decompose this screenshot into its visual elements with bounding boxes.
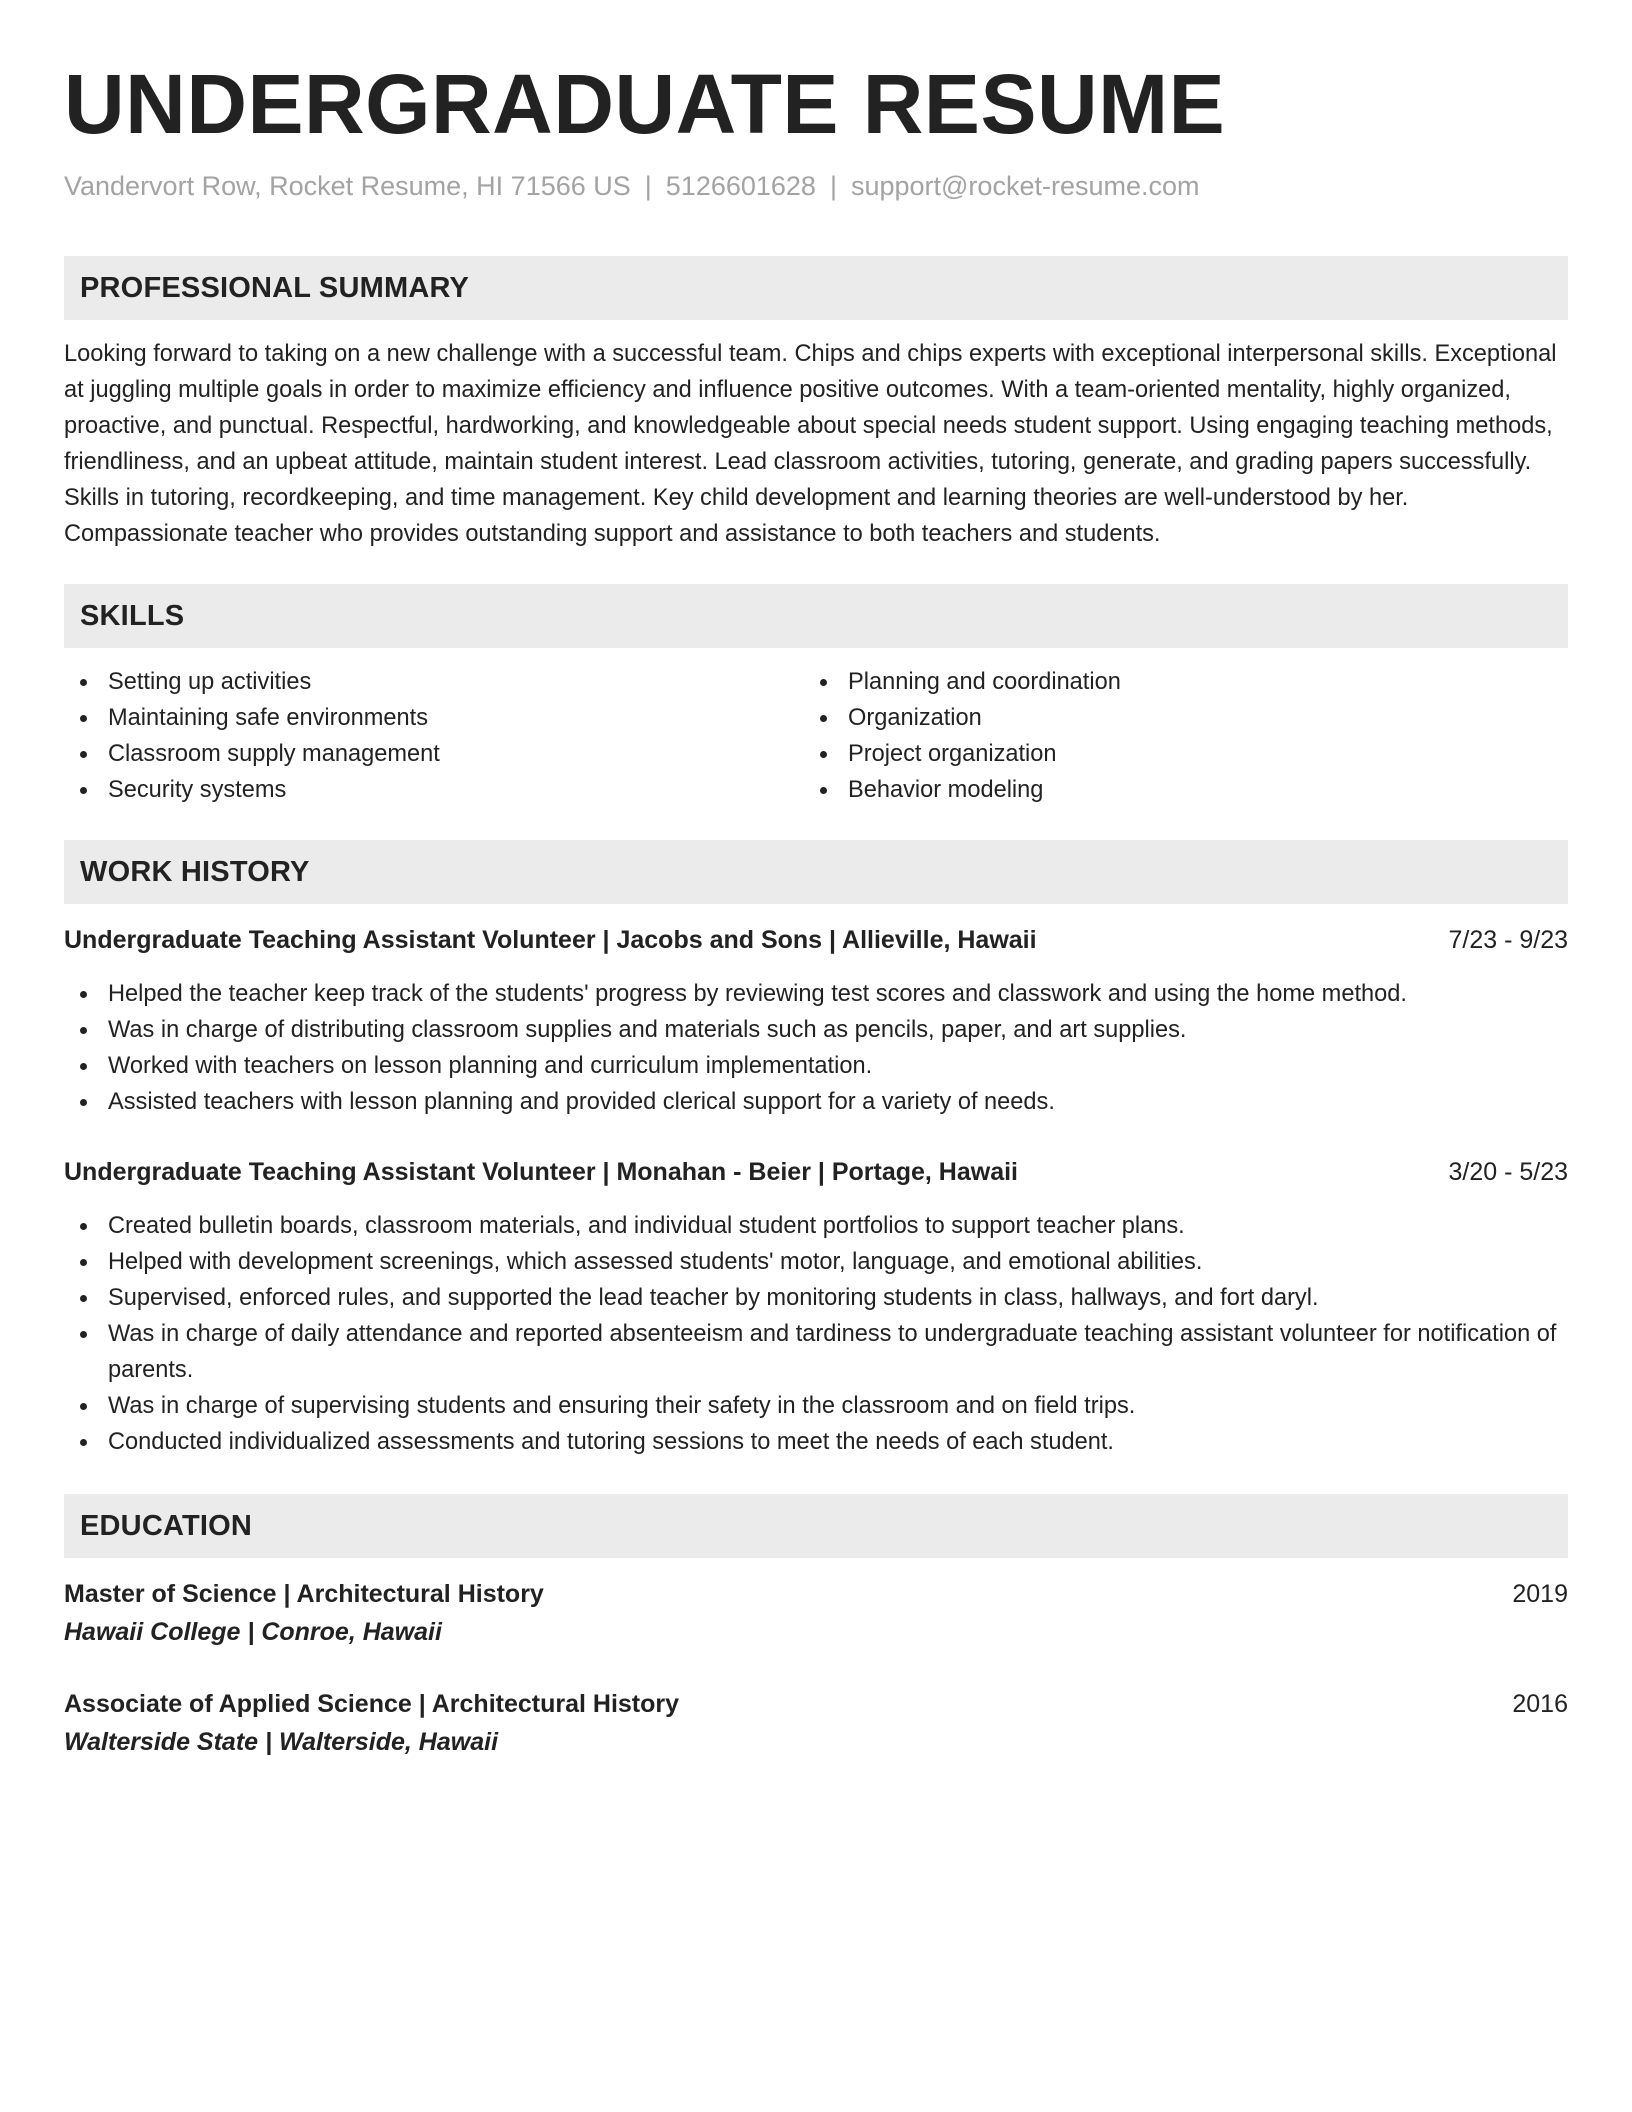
job-bullets: [64, 1208, 1568, 1460]
skills-grid: [64, 664, 1568, 808]
skill-item: Classroom supply management: [64, 736, 804, 772]
skills-heading: SKILLS: [64, 584, 1568, 648]
education-entry: [64, 1686, 1568, 1762]
contact-separator: |: [644, 171, 652, 201]
skill-item: Setting up activities: [64, 664, 804, 700]
skill-item: Maintaining safe environments: [64, 700, 804, 736]
job-bullet: Helped the teacher keep track of the students' progress by reviewing test scores and classwork and using the home method.: [64, 976, 1568, 1012]
skill-item: Planning and coordination: [804, 664, 1544, 700]
job-bullet: Assisted teachers with lesson planning and provided clerical support for a variety of needs.: [64, 1084, 1568, 1120]
contact-email: support@rocket-resume.com: [850, 171, 1200, 201]
contact-line: [64, 168, 1568, 204]
education-header: [64, 1576, 1568, 1612]
skill-item: Organization: [804, 700, 1544, 736]
contact-address: Vandervort Row, Rocket Resume, HI 71566 US: [64, 171, 631, 201]
education-heading: EDUCATION: [64, 1494, 1568, 1558]
job-bullets: [64, 976, 1568, 1120]
education-entry: [64, 1576, 1568, 1652]
work-history-heading: WORK HISTORY: [64, 840, 1568, 904]
job-bullet: Created bulletin boards, classroom materials, and individual student portfolios to support teacher plans.: [64, 1208, 1568, 1244]
education-year: 2019: [1512, 1580, 1568, 1608]
job-entry: [64, 1154, 1568, 1460]
contact-phone: 5126601628: [665, 171, 816, 201]
job-entry: [64, 922, 1568, 1120]
job-bullet: Was in charge of distributing classroom supplies and materials such as pencils, paper, and art supplies.: [64, 1012, 1568, 1048]
skills-column-left: [64, 664, 804, 808]
summary-text: Looking forward to taking on a new challenge with a successful team. Chips and chips experts with exceptional interpersonal skills. Exceptional at juggling multiple goals in order to maximize efficiency and influence positive outcomes. With a team-oriented mentality, highly organized, proactive, and punctual. Respectful, hardworking, and knowledgeable about special needs student support. Using engaging teaching methods, friendliness, and an upbeat attitude, maintain student interest. Lead classroom activities, tutoring, generate, and grading papers successfully. Skills in tutoring, recordkeeping, and time management. Key child development and learning theories are well-understood by her. Compassionate teacher who provides outstanding support and assistance to both teachers and students.: [64, 341, 1557, 547]
education-degree: Master of Science | Architectural History: [64, 1580, 544, 1608]
skill-item: Security systems: [64, 772, 804, 808]
job-header: [64, 1154, 1568, 1190]
job-header: [64, 922, 1568, 958]
job-bullet: Was in charge of daily attendance and reported absenteeism and tardiness to undergraduate teaching assistant volunteer for notification of parents.: [64, 1316, 1568, 1388]
job-title: Undergraduate Teaching Assistant Volunteer | Monahan - Beier | Portage, Hawaii: [64, 1158, 1018, 1186]
skill-item: Project organization: [804, 736, 1544, 772]
job-title: Undergraduate Teaching Assistant Volunteer | Jacobs and Sons | Allieville, Hawaii: [64, 926, 1037, 954]
job-bullet: Helped with development screenings, which assessed students' motor, language, and emotional abilities.: [64, 1244, 1568, 1280]
job-dates: 3/20 - 5/23: [1448, 1158, 1568, 1186]
job-bullet: Conducted individualized assessments and tutoring sessions to meet the needs of each student.: [64, 1424, 1568, 1460]
education-year: 2016: [1512, 1690, 1568, 1718]
education-school: Hawaii College | Conroe, Hawaii: [64, 1618, 442, 1646]
education-degree: Associate of Applied Science | Architectural History: [64, 1690, 680, 1718]
skills-column-right: [804, 664, 1544, 808]
job-bullet: Was in charge of supervising students and ensuring their safety in the classroom and on field trips.: [64, 1388, 1568, 1424]
job-dates: 7/23 - 9/23: [1448, 926, 1568, 954]
education-school: Walterside State | Walterside, Hawaii: [64, 1728, 499, 1756]
resume-title: UNDERGRADUATE RESUME: [64, 57, 1226, 151]
skill-item: Behavior modeling: [804, 772, 1544, 808]
job-bullet: Worked with teachers on lesson planning and curriculum implementation.: [64, 1048, 1568, 1084]
job-bullet: Supervised, enforced rules, and supported the lead teacher by monitoring students in class, hallways, and fort daryl.: [64, 1280, 1568, 1316]
education-header: [64, 1686, 1568, 1722]
contact-separator: |: [829, 171, 837, 201]
summary-heading: PROFESSIONAL SUMMARY: [64, 256, 1568, 320]
